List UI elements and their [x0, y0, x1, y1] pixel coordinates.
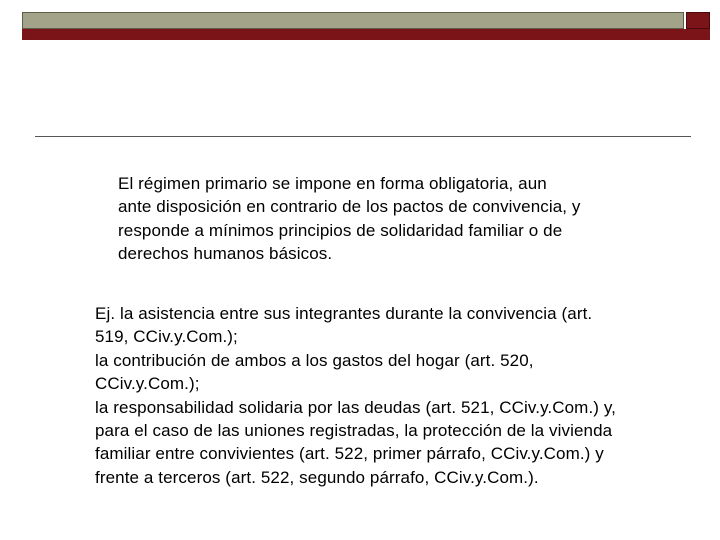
paragraph-line: familiar entre convivientes (art. 522, primer párrafo, CCiv.y.Com.) y: [95, 444, 604, 464]
paragraph-examples: [95, 302, 655, 489]
slide-header-bar: [22, 12, 710, 40]
paragraph-line: para el caso de las uniones registradas, la protección de la vivienda: [95, 421, 613, 441]
title-divider-line: [35, 136, 691, 137]
paragraph-line: la contribución de ambos a los gastos del hogar (art. 520,: [95, 350, 534, 370]
paragraph-line: derechos humanos básicos.: [118, 244, 333, 264]
paragraph-line: Ej. la asistencia entre sus integrantes durante la convivencia (art.: [95, 304, 593, 323]
paragraph-regimen-primario: [118, 172, 638, 266]
paragraph-line: la responsabilidad solidaria por las deudas (art. 521, CCiv.y.Com.) y,: [95, 397, 617, 417]
paragraph-line: CCiv.y.Com.);: [95, 374, 200, 394]
paragraph-line: El régimen primario se impone en forma obligatoria, aun: [118, 174, 547, 193]
paragraph-line: responde a mínimos principios de solidaridad familiar o de: [118, 220, 563, 240]
paragraph-line: frente a terceros (art. 522, segundo párrafo, CCiv.y.Com.).: [95, 467, 539, 487]
paragraph-line: 519, CCiv.y.Com.);: [95, 327, 238, 347]
header-corner-square: [686, 12, 710, 29]
header-olive-band: [22, 12, 684, 29]
header-maroon-band: [22, 29, 710, 40]
paragraph-line: ante disposición en contrario de los pactos de convivencia, y: [118, 197, 581, 217]
